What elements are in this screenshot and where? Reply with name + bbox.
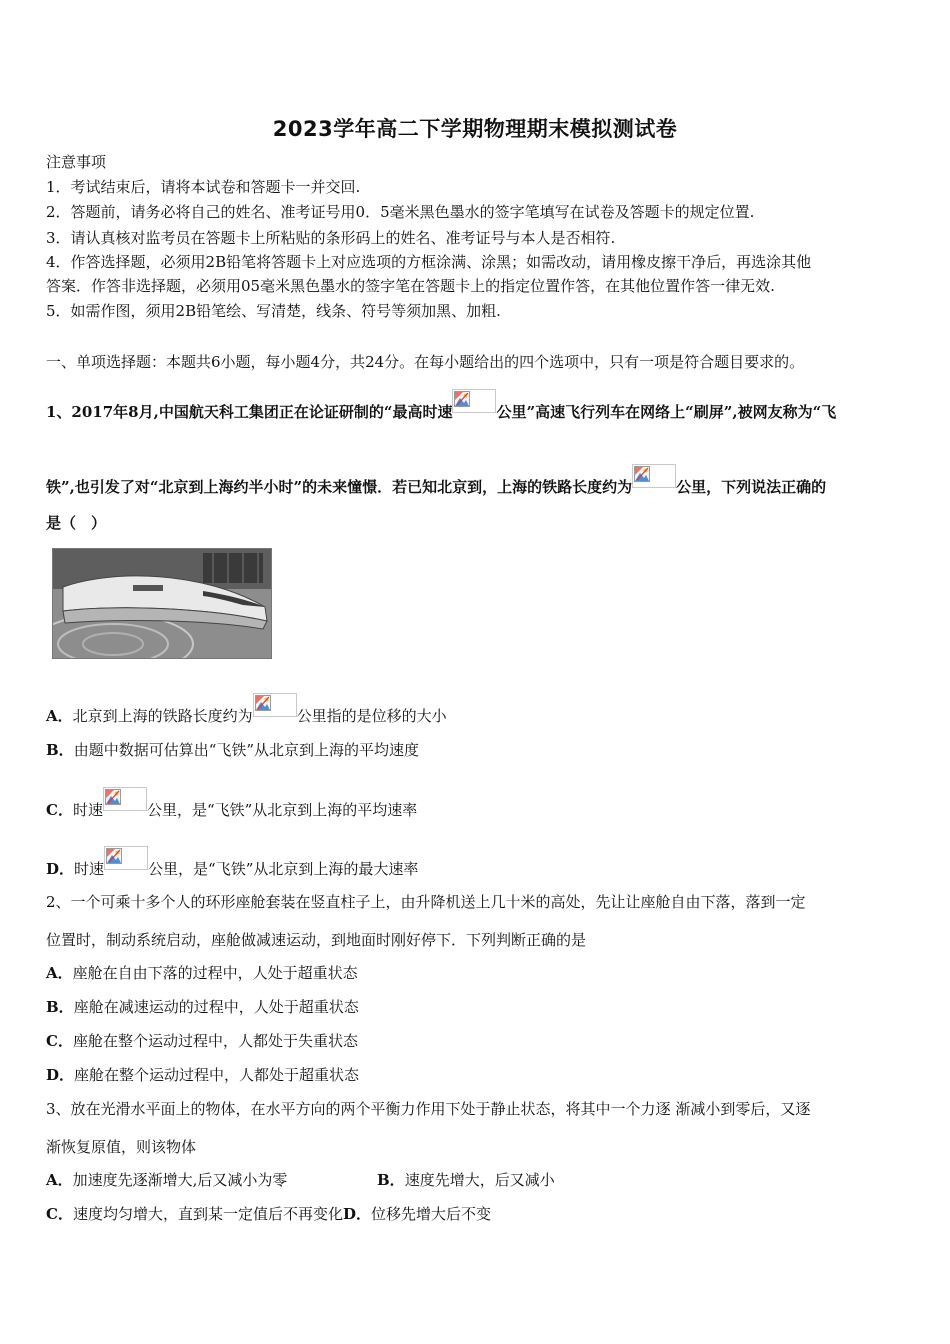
broken-image-icon	[634, 466, 650, 482]
q1-option	[46, 787, 417, 820]
option-label: D．	[46, 1066, 75, 1084]
notice-heading: 注意事项	[46, 153, 107, 171]
option-text: 加速度先逐渐增大,后又减小为零	[72, 1171, 288, 1189]
q1-stem-line	[46, 389, 836, 422]
notice-item: 答案．作答非选择题，必须用05毫米黑色墨水的签字笔在答题卡上的指定位置作答，在其他位置作答一律无效.	[46, 277, 775, 295]
q1-stem-line	[46, 464, 826, 497]
q1-option	[46, 740, 419, 760]
option-label: B．	[46, 741, 74, 759]
option-text: 座舱在自由下落的过程中，人处于超重状态	[72, 964, 358, 982]
notice-item: 2．答题前，请务必将自己的姓名、准考证号用0．5毫米黑色墨水的签字笔填写在试卷及答题卡的规定位置.	[46, 203, 755, 221]
q2-stem-line: 2、一个可乘十多个人的环形座舱套装在竖直柱子上，由升降机送上几十米的高处，先让让座舱自由下落，落到一定	[46, 893, 806, 911]
section-heading: 一、单项选择题：本题共6小题，每小题4分，共24分。在每小题给出的四个选项中，只有一项是符合题目要求的。	[46, 353, 805, 371]
q2-option	[46, 1031, 358, 1051]
train-illustration	[53, 549, 271, 658]
q1-text: 1、2017年8月,中国航天科工集团正在论证研制的“最高时速	[46, 403, 453, 421]
q1-text: 铁”,也引发了对“北京到上海约半小时”的未来憧憬．若已知北京到，上海的铁路长度约为	[46, 478, 633, 496]
option-text: 速度均匀增大，直到某一定值后不再变化	[72, 1205, 343, 1223]
option-text: 时速	[72, 801, 103, 819]
broken-image-icon	[454, 391, 470, 407]
option-text: 公里指的是位移的大小	[296, 707, 447, 725]
q1-option	[46, 693, 447, 726]
option-text: 时速	[74, 860, 105, 878]
option-text: 座舱在减速运动的过程中，人处于超重状态	[73, 998, 359, 1016]
notice-item: 5．如需作图，须用2B铅笔绘、写清楚，线条、符号等须加黑、加粗.	[46, 302, 501, 320]
q1-stem-line: 是（ ）	[46, 514, 107, 532]
formula-image-icon	[253, 693, 297, 717]
q3-option	[377, 1170, 555, 1190]
option-label: C．	[46, 1032, 73, 1050]
broken-image-icon	[106, 848, 122, 864]
option-label: B．	[46, 998, 74, 1016]
notice-item: 4．作答选择题，必须用2B铅笔将答题卡上对应选项的方框涂满、涂黑；如需改动，请用橡皮擦干净后，再选涂其他	[46, 253, 812, 271]
page-title: 2023学年高二下学期物理期末模拟测试卷	[272, 117, 678, 141]
broken-image-icon	[105, 789, 121, 805]
q3-option	[46, 1170, 287, 1190]
option-text: 座舱在整个运动过程中，人都处于超重状态	[74, 1066, 360, 1084]
option-label: D．	[46, 860, 75, 878]
option-label: A．	[46, 707, 73, 725]
option-text: 公里，是“飞铁”从北京到上海的平均速率	[146, 801, 418, 819]
option-label: A．	[46, 1171, 73, 1189]
option-label: D．	[342, 1205, 371, 1223]
q2-option	[46, 997, 359, 1017]
option-label: B．	[377, 1171, 405, 1189]
q2-stem-line: 位置时，制动系统启动，座舱做减速运动，到地面时刚好停下．下列判断正确的是	[46, 931, 587, 949]
notice-item: 1．考试结束后，请将本试卷和答题卡一并交回.	[46, 178, 361, 196]
q2-option	[46, 963, 358, 983]
formula-image-icon	[104, 846, 148, 870]
option-label: A．	[46, 964, 73, 982]
option-text: 位移先增大后不变	[370, 1205, 491, 1223]
formula-image-icon	[103, 787, 147, 811]
formula-image-icon	[452, 389, 496, 413]
formula-image-icon	[632, 464, 676, 488]
option-label: C．	[46, 801, 73, 819]
broken-image-icon	[255, 695, 271, 711]
q1-option	[46, 846, 418, 879]
option-text: 速度先增大，后又减小	[404, 1171, 555, 1189]
maglev-train-photo	[52, 548, 272, 659]
notice-item: 3．请认真核对监考员在答题卡上所粘贴的条形码上的姓名、准考证号与本人是否相符.	[46, 229, 616, 247]
q3-option	[46, 1204, 491, 1224]
option-text: 公里，是“飞铁”从北京到上海的最大速率	[148, 860, 419, 878]
option-text: 座舱在整个运动过程中，人都处于失重状态	[72, 1032, 358, 1050]
q1-text: 公里，下列说法正确的	[676, 478, 827, 496]
q3-stem-line: 3、放在光滑水平面上的物体，在水平方向的两个平衡力作用下处于静止状态，将其中一个力逐 渐减小到零后，又逐	[46, 1100, 811, 1118]
q2-option	[46, 1065, 359, 1085]
option-label: C．	[46, 1205, 73, 1223]
q1-text: 公里”高速飞行列车在网络上“刷屏”,被网友称为“飞	[496, 403, 837, 421]
q3-stem-line: 渐恢复原值，则该物体	[46, 1138, 197, 1156]
option-text: 北京到上海的铁路长度约为	[72, 707, 253, 725]
option-text: 由题中数据可估算出“飞铁”从北京到上海的平均速度	[73, 741, 420, 759]
